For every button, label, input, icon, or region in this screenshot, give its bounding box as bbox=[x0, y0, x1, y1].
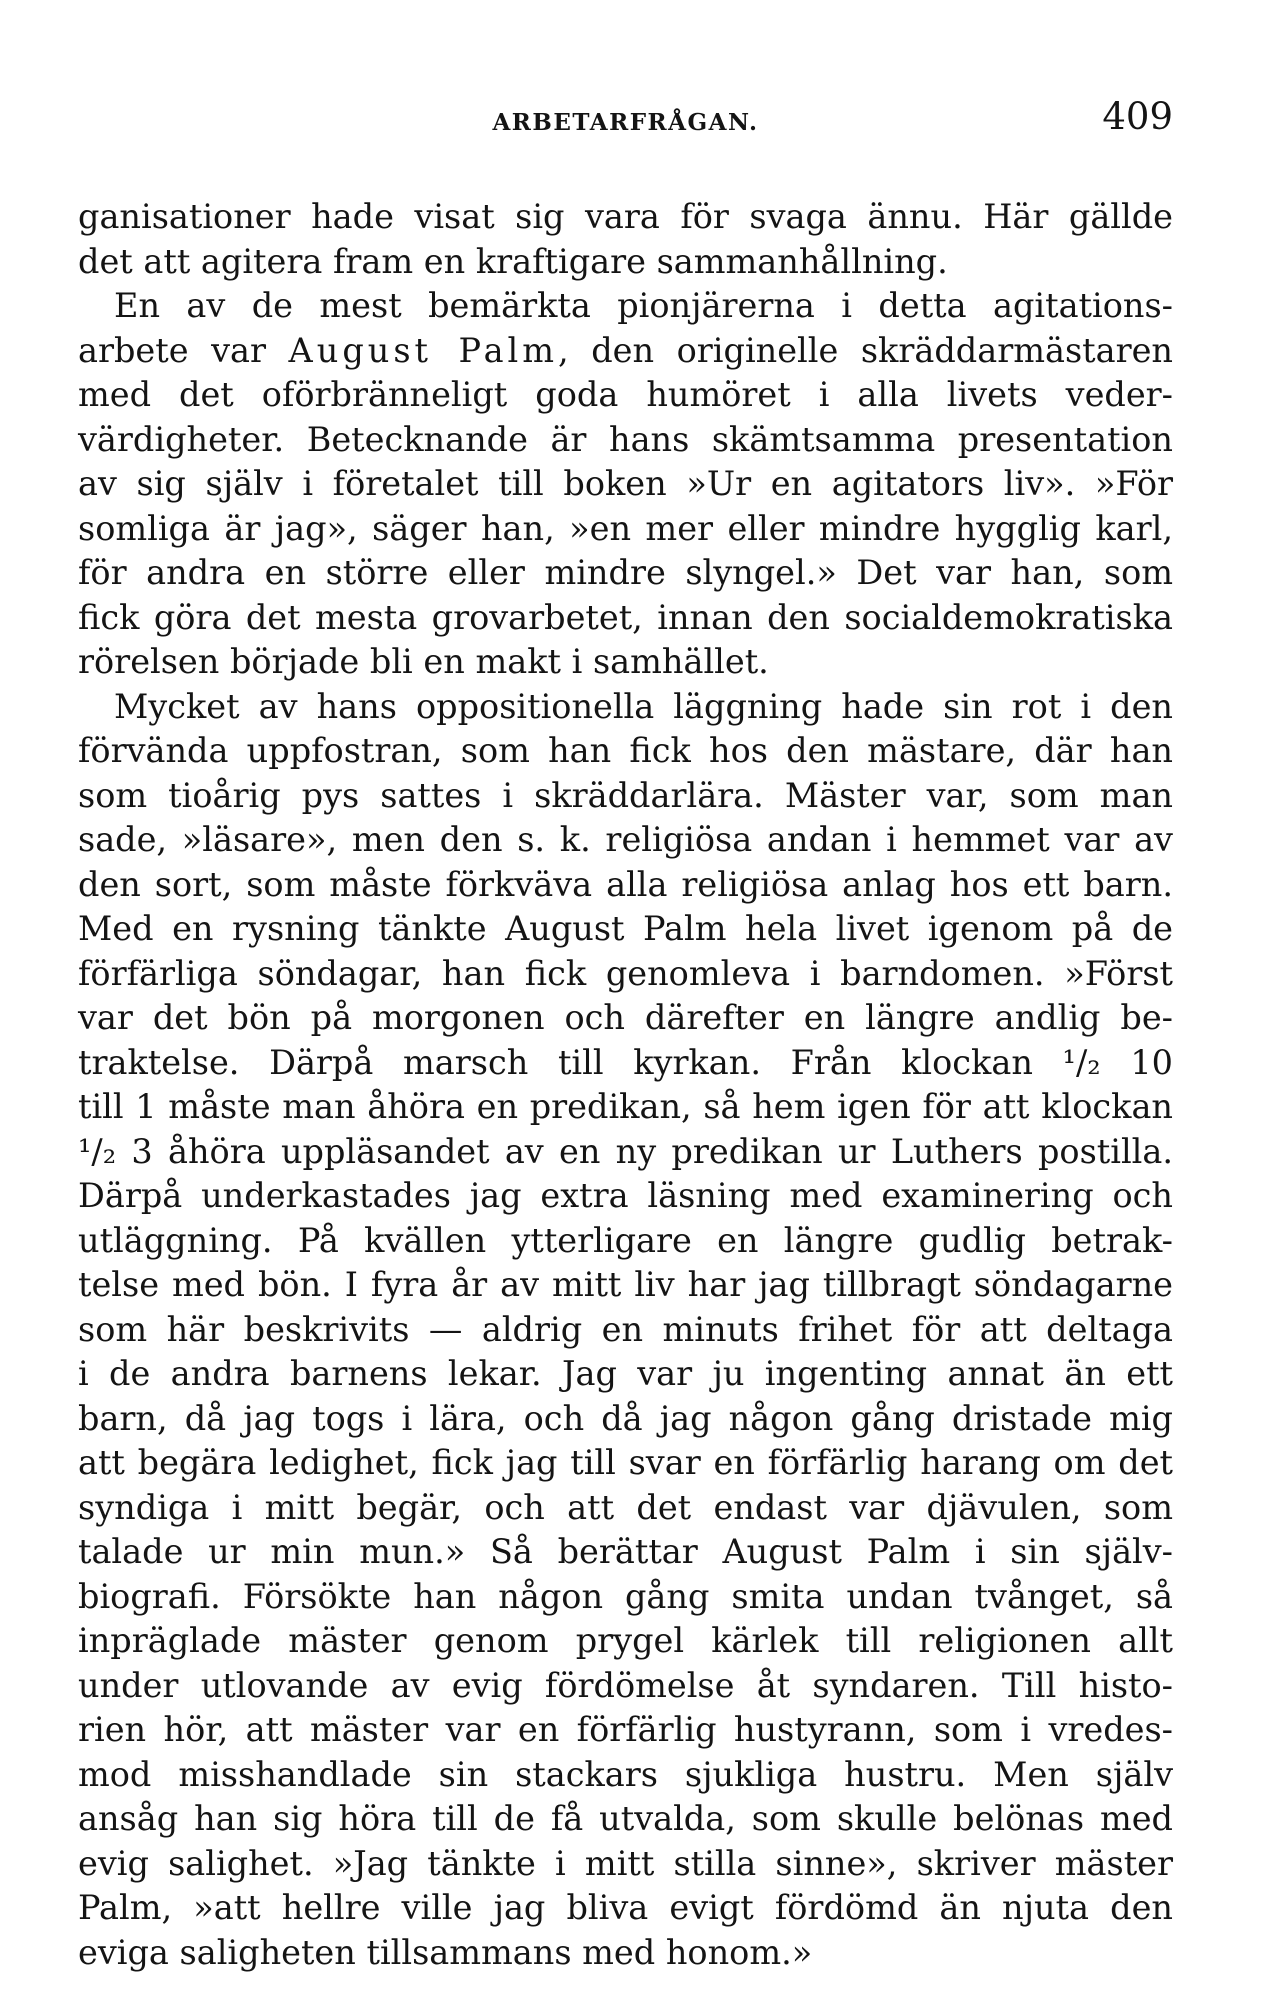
text-line: somliga är jag», säger han, »en mer eller mindre hygglig karl, bbox=[78, 508, 1173, 548]
text-line: som här beskrivits — aldrig en minuts frihet för att deltaga bbox=[78, 1309, 1173, 1349]
text-line: inpräglade mäster genom prygel kärlek till religionen allt bbox=[78, 1621, 1173, 1660]
book-page bbox=[78, 95, 1173, 1975]
text-line: med det oförbränneligt goda humöret i alla livets veder- bbox=[78, 375, 1173, 414]
text-line: den sort, som måste förkväva alla religiösa anlag hos ett barn. bbox=[78, 864, 1173, 904]
text-line: Palm, »att hellre ville jag bliva evigt fördömd än njuta den bbox=[78, 1888, 1173, 1927]
text-line: talade ur min mun.» Så berättar August Palm i sin själv- bbox=[78, 1532, 1173, 1571]
text-line: ¹/₂ 3 åhöra uppläsandet av en ny predikan ur Luthers postilla. bbox=[78, 1131, 1173, 1171]
text-segment: , den originelle skräddarmästaren bbox=[558, 330, 1173, 370]
text-line: syndiga i mitt begär, och att det endast var djävulen, som bbox=[78, 1487, 1173, 1527]
text-line: ganisationer hade visat sig vara för svaga ännu. Här gällde bbox=[78, 197, 1173, 236]
text-line: En av de mest bemärkta pionjärerna i detta agitations- bbox=[114, 286, 1173, 325]
text-line: att begära ledighet, fick jag till svar en förfärlig harang om det bbox=[78, 1443, 1173, 1482]
text-line: rien hör, att mäster var en förfärlig hustyrann, som i vredes- bbox=[78, 1710, 1173, 1749]
text-line: under utlovande av evig fördömelse åt syndaren. Till histo- bbox=[78, 1665, 1173, 1705]
text-line: Mycket av hans oppositionella läggning hade sin rot i den bbox=[114, 686, 1173, 726]
text-line: av sig själv i företalet till boken »Ur en agitators liv». »För bbox=[78, 464, 1173, 503]
text-line: som tioårig pys sattes i skräddarlära. Mäster var, som man bbox=[78, 775, 1173, 815]
text-line: värdigheter. Betecknande är hans skämtsamma presentation bbox=[78, 419, 1173, 459]
text-segment: arbete var bbox=[78, 330, 289, 370]
page-number: 409 bbox=[1102, 95, 1173, 138]
body-text bbox=[78, 195, 1173, 1975]
text-line: mod misshandlade sin stackars sjukliga hustru. Men själv bbox=[78, 1754, 1173, 1794]
text-line: till 1 måste man åhöra en predikan, så hem igen för att klockan bbox=[78, 1087, 1173, 1126]
text-line: ansåg han sig höra till de få utvalda, som skulle belönas med bbox=[78, 1799, 1173, 1838]
text-line: fick göra det mesta grovarbetet, innan den socialdemokratiska bbox=[78, 597, 1173, 637]
text-line: utläggning. På kvällen ytterligare en längre gudlig betrak- bbox=[78, 1220, 1173, 1260]
text-line: var det bön på morgonen och därefter en längre andlig be- bbox=[78, 998, 1173, 1037]
text-line: Med en rysning tänkte August Palm hela livet igenom på de bbox=[78, 909, 1173, 948]
text-line: Därpå underkastades jag extra läsning med examinering och bbox=[78, 1176, 1173, 1215]
running-title: ARBETARFRÅGAN. bbox=[492, 109, 759, 136]
text-line: förvända uppfostran, som han fick hos den mästare, där han bbox=[78, 731, 1173, 770]
text-line: förfärliga söndagar, han fick genomleva i barndomen. »Först bbox=[78, 953, 1173, 993]
text-line: i de andra barnens lekar. Jag var ju ingenting annat än ett bbox=[78, 1354, 1173, 1393]
text-line: sade, »läsare», men den s. k. religiösa andan i hemmet var av bbox=[78, 820, 1173, 859]
text-line: biografi. Försökte han någon gång smita undan tvånget, så bbox=[78, 1576, 1173, 1616]
text-line bbox=[78, 329, 1173, 374]
text-line: för andra en större eller mindre slyngel.» Det var han, som bbox=[78, 553, 1173, 592]
running-head bbox=[78, 95, 1173, 155]
text-line: telse med bön. I fyra år av mitt liv har jag tillbragt söndagarne bbox=[78, 1265, 1173, 1304]
spaced-name: August Palm bbox=[288, 330, 559, 370]
text-line: barn, då jag togs i lära, och då jag någon gång dristade mig bbox=[78, 1398, 1173, 1438]
text-line: evig salighet. »Jag tänkte i mitt stilla sinne», skriver mäster bbox=[78, 1843, 1173, 1883]
text-line: det att agitera fram en kraftigare sammanhållning. bbox=[78, 241, 948, 281]
text-line: rörelsen började bli en makt i samhället. bbox=[78, 642, 769, 681]
text-line: traktelse. Därpå marsch till kyrkan. Från klockan ¹/₂ 10 bbox=[78, 1042, 1173, 1082]
text-line: eviga saligheten tillsammans med honom.» bbox=[78, 1932, 813, 1972]
